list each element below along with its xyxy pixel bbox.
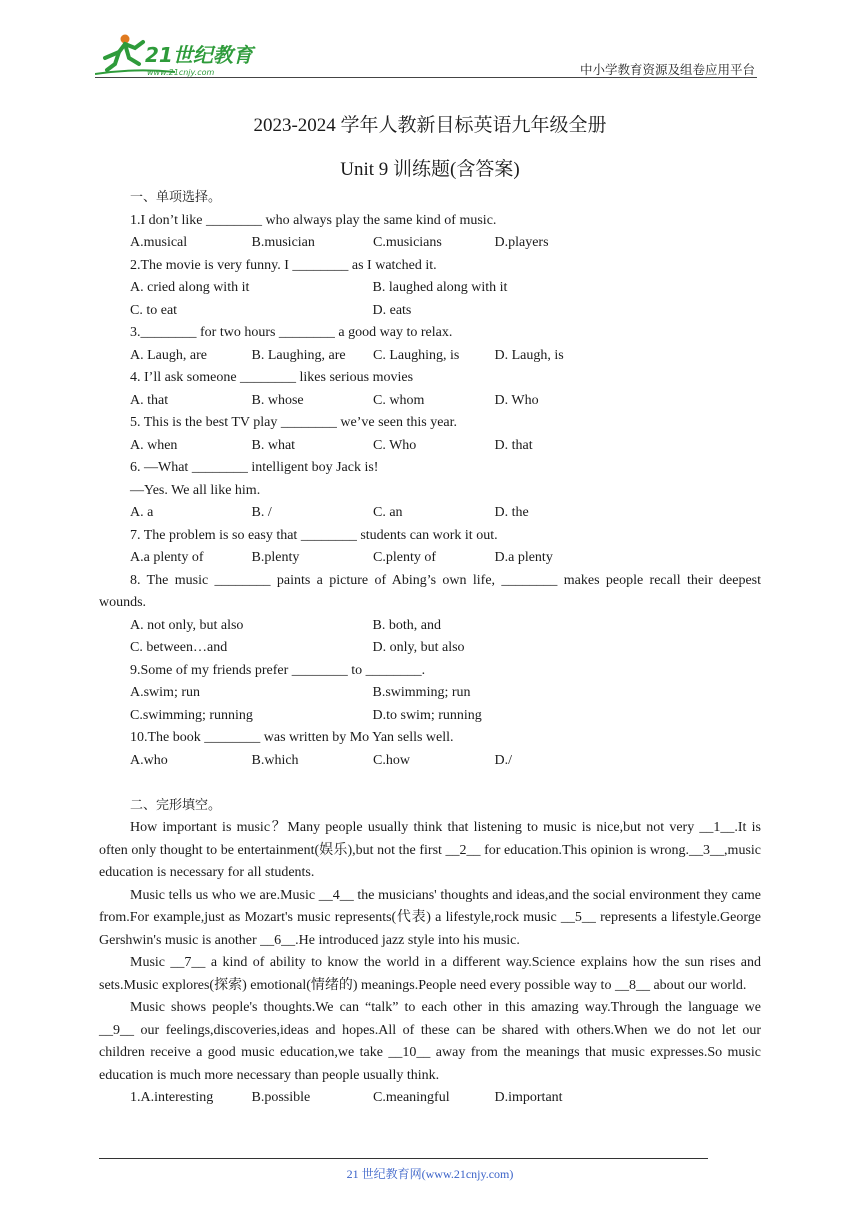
section-spacer	[99, 772, 761, 795]
question-2: 2.The movie is very funny. I ________ as I watched it.	[130, 257, 437, 273]
page-title: 2023-2024 学年人教新目标英语九年级全册	[253, 115, 607, 136]
page-header	[95, 30, 757, 78]
question-3-options	[99, 345, 761, 368]
question-6-options	[99, 502, 761, 525]
option-b: B.plenty	[251, 550, 300, 565]
option-c: C. whom	[373, 392, 425, 408]
option-b: B. both, and	[372, 617, 441, 633]
option-c: C. between…and	[130, 640, 228, 655]
option-d: D.players	[494, 235, 549, 250]
option-b: B. laughed along with it	[372, 280, 508, 295]
section2-heading: 二、完形填空。	[130, 797, 222, 813]
question-2-options-row2	[99, 300, 761, 323]
question-8-options-row1	[99, 615, 761, 638]
cloze-paragraph-2: Music tells us who we are.Music __4__ the musicians' thoughts and ideas,and the social environment they came from.For example,just as Mozart's music represents(代表) a lifestyle,rock music __5__ represents a lifestyle.George Gershwin's music is another __6__.He introduced jazz style into his music.	[99, 887, 761, 948]
option-a: A. cried along with it	[130, 280, 250, 295]
option-c: C.musicians	[373, 235, 442, 250]
question-4: 4. I’ll ask someone ________ likes serious movies	[130, 370, 414, 385]
option-d: D. the	[494, 505, 529, 520]
option-a: A. when	[130, 437, 178, 453]
option-c: C. Laughing, is	[373, 347, 460, 363]
option-a: A. that	[130, 392, 169, 408]
option-d: D. eats	[372, 302, 412, 318]
cloze-paragraph-3: Music __7__ a kind of ability to know the world in a different way.Science explains how the sun rises and sets.Music explores(探索) emotional(情绪的) meanings.People need every possible way to __8__ about our world.	[99, 955, 761, 993]
header-divider	[95, 77, 757, 78]
question-3: 3.________ for two hours ________ a good way to relax.	[130, 325, 453, 340]
footer-divider	[99, 1158, 708, 1159]
question-6: 6. —What ________ intelligent boy Jack is!	[130, 460, 379, 475]
question-9-options-row2	[99, 705, 761, 728]
option-a: A. a	[130, 505, 154, 520]
question-1: 1.I don’t like ________ who always play the same kind of music.	[130, 212, 497, 228]
question-7-options	[99, 547, 761, 570]
option-c: C.swimming; running	[130, 707, 253, 723]
option-a: A. Laugh, are	[130, 347, 207, 363]
question-1-options	[99, 232, 761, 255]
option-d: D.a plenty	[494, 550, 553, 565]
question-6-reply: —Yes. We all like him.	[130, 482, 261, 498]
question-7: 7. The problem is so easy that ________ students can work it out.	[130, 527, 498, 543]
question-4-options	[99, 390, 761, 413]
question-8-options-row2	[99, 637, 761, 660]
option-c: C.plenty of	[373, 550, 436, 565]
question-10-options	[99, 750, 761, 773]
option-a: A.musical	[130, 235, 188, 250]
option-a: 1.A.interesting	[130, 1090, 214, 1105]
cloze-question-1-options	[99, 1087, 761, 1110]
option-b: B.which	[251, 752, 299, 768]
exam-content	[99, 187, 761, 1110]
option-c: C.meaningful	[373, 1090, 450, 1105]
option-a: A.who	[130, 752, 168, 768]
logo-text: 21世纪教育	[145, 43, 253, 67]
option-c: C. to eat	[130, 302, 178, 318]
page-subtitle: Unit 9 训练题(含答案)	[340, 159, 520, 180]
option-b: B. /	[251, 505, 272, 520]
option-b: B.musician	[251, 235, 315, 250]
question-5: 5. This is the best TV play ________ we’ve seen this year.	[130, 415, 458, 430]
option-a: A.swim; run	[130, 685, 200, 700]
option-a: A. not only, but also	[130, 617, 244, 633]
option-d: D./	[494, 752, 512, 768]
option-b: B. Laughing, are	[251, 347, 346, 363]
option-d: D.important	[494, 1090, 563, 1105]
option-d: D. Who	[494, 392, 539, 408]
logo-url: www.21cnjy.com	[147, 68, 215, 77]
option-c: C.how	[373, 752, 410, 768]
option-d: D. Laugh, is	[494, 347, 564, 363]
question-9-options-row1	[99, 682, 761, 705]
option-d: D. that	[494, 437, 533, 453]
section1-heading: 一、单项选择。	[130, 190, 222, 205]
option-b: B. whose	[251, 392, 304, 408]
question-10: 10.The book ________ was written by Mo Yan sells well.	[130, 730, 454, 745]
option-d: D.to swim; running	[372, 707, 482, 723]
option-a: A.a plenty of	[130, 550, 204, 565]
option-c: C. an	[373, 505, 403, 520]
option-b: B.swimming; run	[372, 685, 471, 700]
footer-link[interactable]: 21 世纪教育网(www.21cnjy.com)	[346, 1167, 514, 1181]
question-8: 8. The music ________ paints a picture of Abing’s own life, ________ makes people recall their deepest wounds.	[99, 572, 761, 610]
question-5-options	[99, 435, 761, 458]
question-2-options-row1	[99, 277, 761, 300]
option-b: B.possible	[251, 1090, 311, 1105]
cloze-paragraph-1: How important is music？Many people usually think that listening to music is nice,but not very __1__.It is often only thought to be entertainment(娱乐),but not the first __2__ for education.This opinion is wrong.__3__,music education is necessary for all students.	[99, 820, 761, 880]
cloze-paragraph-4: Music shows people's thoughts.We can “talk” to each other in this amazing way.Through the language we __9__ our feelings,discoveries,ideas and hopes.All of these can be shared with others.When we do not let our children receive a good music education,we take __10__ away from the meanings that music expresses.So music education is much more necessary than people usually think.	[99, 1000, 761, 1083]
runner-logo-icon	[95, 30, 265, 78]
option-d: D. only, but also	[372, 640, 465, 655]
option-b: B. what	[251, 437, 296, 453]
question-9: 9.Some of my friends prefer ________ to ________.	[130, 662, 426, 678]
platform-name: 中小学教育资源及组卷应用平台	[579, 62, 755, 77]
option-c: C. Who	[373, 437, 417, 453]
site-logo[interactable]	[95, 30, 265, 78]
